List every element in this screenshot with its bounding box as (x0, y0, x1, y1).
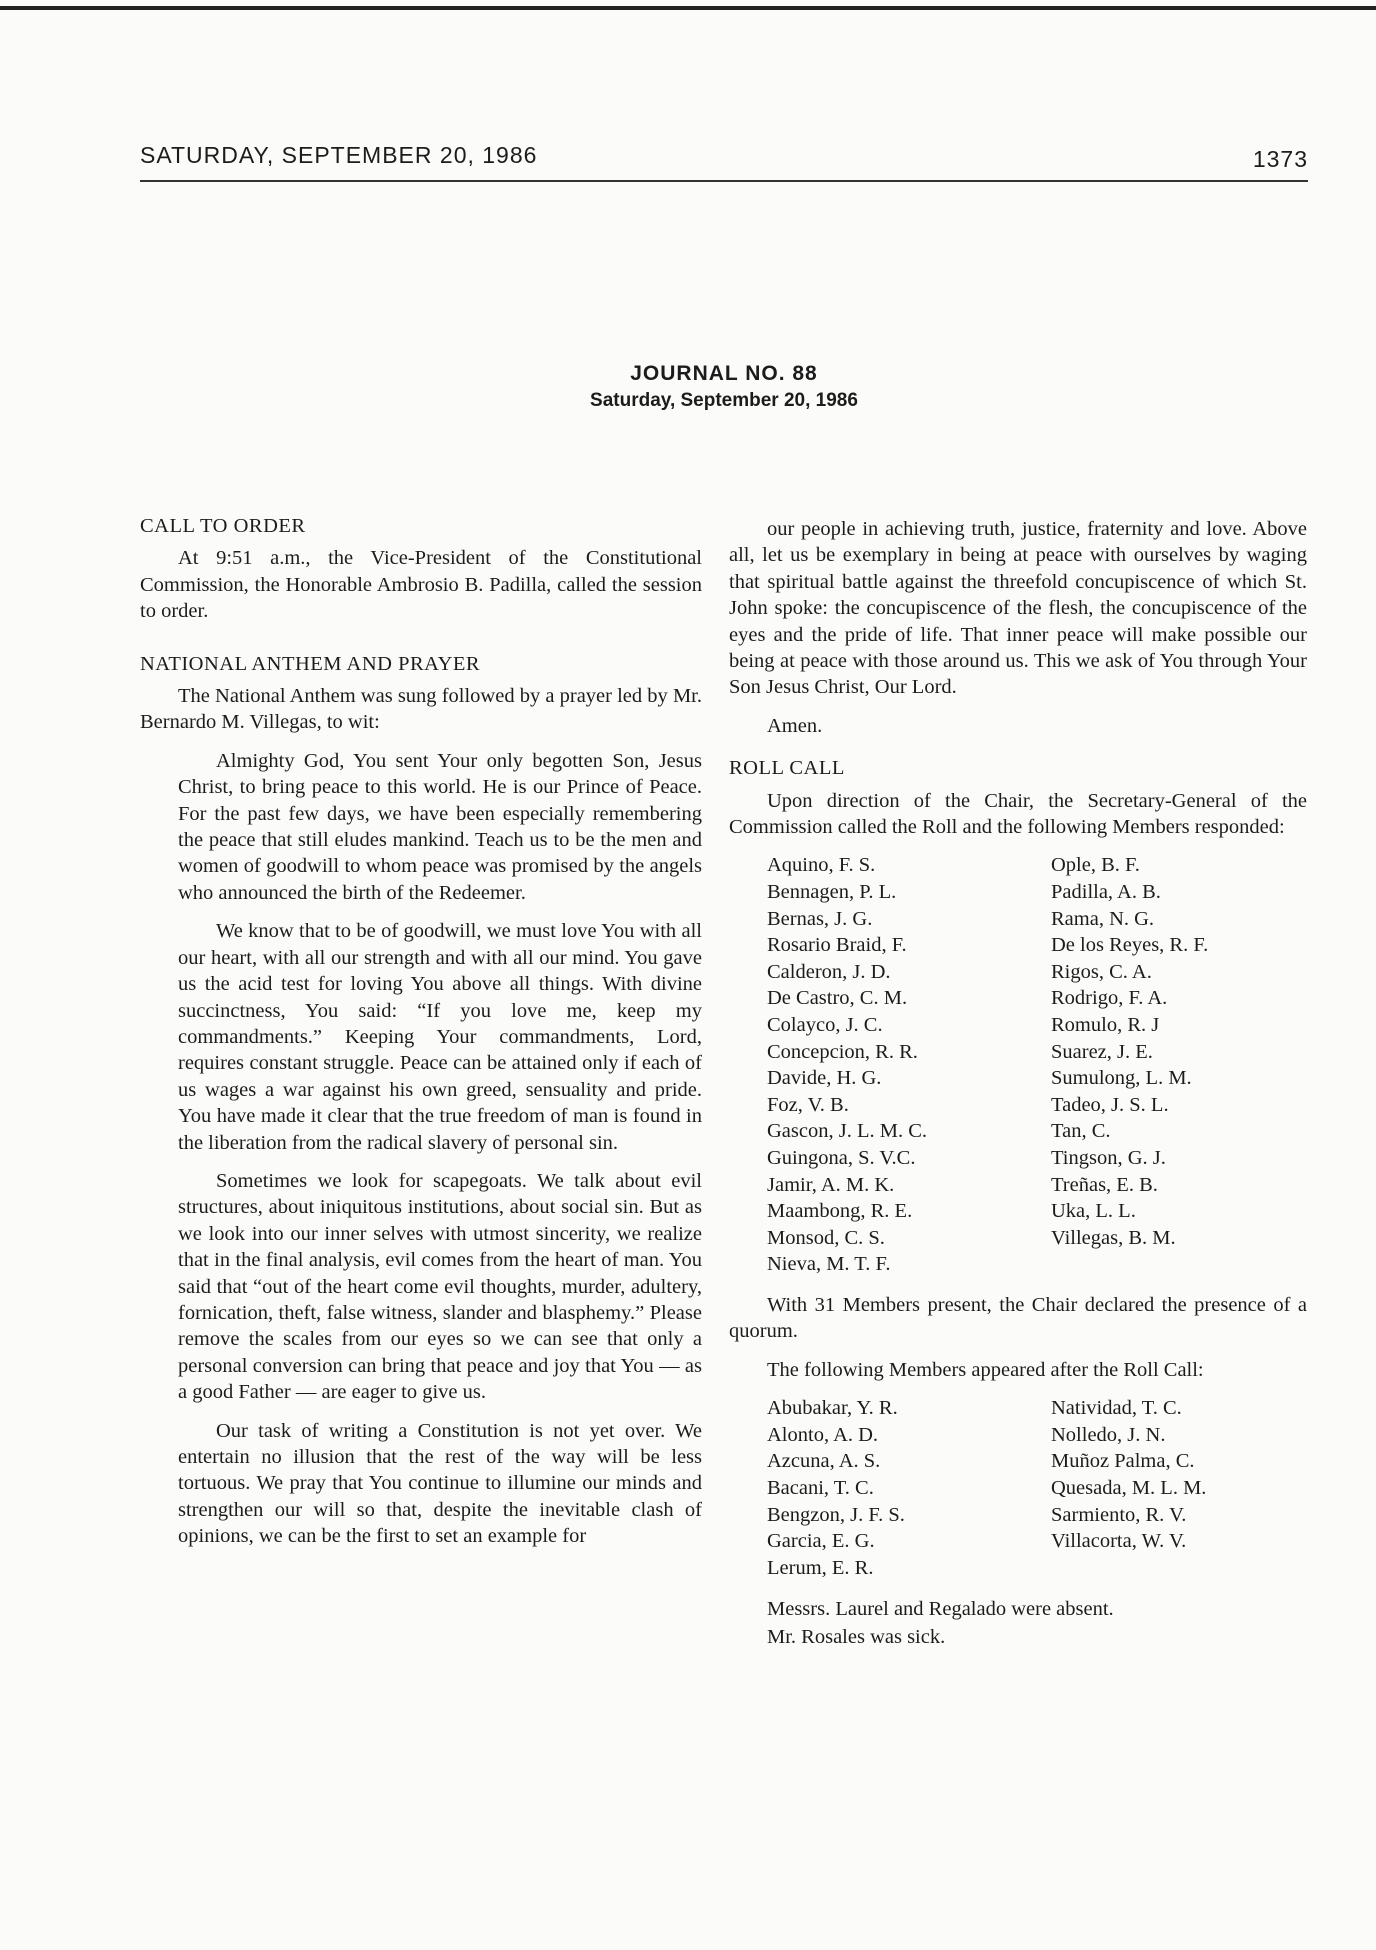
member-name: Jamir, A. M. K. (767, 1173, 895, 1196)
prayer-continuation: our people in achieving truth, justice, fraternity and love. Above all, let us be exemplary in being at peace with ourselves by waging that spiritual battle against the threefold concupiscence of which St. John spoke: the concupiscence of the flesh, the concupiscence of the eyes and the pride of life. That inner peace will make possible our being at peace with those around us. This we ask of You through Your Son Jesus Christ, Our Lord. (729, 518, 1307, 699)
journal-date: Saturday, September 20, 1986 (590, 390, 858, 411)
prayer-paragraph-4: Our task of writing a Constitution is not yet over. We entertain no illusion that the rest of the way will be less tortuous. We pray that You continue to illumine our minds and strengthen our will so that, despite the inevitable clash of opinions, we can be the first to set an example for (178, 1419, 702, 1548)
member-name: Uka, L. L. (1051, 1200, 1136, 1223)
member-name: Garcia, E. G. (767, 1530, 875, 1553)
present-members-col2 (1051, 852, 1208, 1278)
member-name: Rama, N. G. (1051, 907, 1155, 930)
left-column (140, 513, 702, 1562)
present-members-list (767, 852, 1307, 1278)
member-name: Villegas, B. M. (1051, 1226, 1176, 1249)
member-name: Rosario Braid, F. (767, 934, 907, 957)
member-name: Tadeo, J. S. L. (1051, 1093, 1169, 1116)
member-name: Lerum, E. R. (767, 1556, 874, 1579)
member-name: Bengzon, J. F. S. (767, 1503, 905, 1526)
amen-text: Amen. (767, 714, 823, 737)
member-name: Maambong, R. E. (767, 1200, 913, 1223)
member-name: Muñoz Palma, C. (1051, 1450, 1195, 1473)
member-name: Treñas, E. B. (1051, 1173, 1158, 1196)
member-name: Padilla, A. B. (1051, 881, 1161, 904)
member-name: Rodrigo, F. A. (1051, 987, 1168, 1010)
journal-title-block (140, 360, 1308, 414)
member-name: Azcuna, A. S. (767, 1450, 881, 1473)
member-name: De los Reyes, R. F. (1051, 934, 1209, 957)
member-name: Tingson, G. J. (1051, 1147, 1166, 1169)
roll-call-heading: ROLL CALL (729, 757, 845, 780)
member-name: Guingona, S. V.C. (767, 1147, 916, 1169)
member-name: Calderon, J. D. (767, 960, 891, 983)
member-name: Bennagen, P. L. (767, 881, 897, 904)
absence-notes (767, 1595, 1307, 1651)
member-name: Gascon, J. L. M. C. (767, 1120, 928, 1143)
prayer-block (140, 748, 702, 1550)
member-name: Monsod, C. S. (767, 1226, 885, 1249)
anthem-text: The National Anthem was sung followed by a prayer led by Mr. Bernardo M. Villegas, to wit: (140, 685, 702, 734)
prayer-continuation-block (729, 516, 1307, 701)
member-name: Natividad, T. C. (1051, 1397, 1182, 1420)
prayer-paragraph-3: Sometimes we look for scapegoats. We talk about evil structures, about iniquitous institutions, about social sin. But as we look into our inner selves with utmost sincerity, we realize that in the final analysis, evil comes from the heart of man. You said that “out of the heart come evil thoughts, murder, adultery, fornication, theft, false witness, slander and blasphemy.” Please remove the scales from our eyes so we can see that only a personal conversion can bring that peace and joy that You — as a good Father — are eager to give us. (178, 1169, 702, 1404)
member-name: Nolledo, J. N. (1051, 1423, 1166, 1446)
member-name: Aquino, F. S. (767, 854, 876, 877)
prayer-paragraph-2: We know that to be of goodwill, we must love You with all our heart, with all our strength and with all our mind. You gave us the acid test for loving You above all things. With divine succinctness, You said: “If you love me, keep my commandments.” Keeping Your commandments, Lord, requires constant struggle. Peace can be attained only if each of us wages a war against his own greed, sensuality and pride. You have made it clear that the true freedom of man is found in the liberation from the radical slavery of personal sin. (178, 920, 702, 1154)
member-name: Tan, C. (1051, 1120, 1111, 1143)
after-roll-text: The following Members appeared after the Roll Call: (767, 1358, 1204, 1381)
anthem-heading: NATIONAL ANTHEM AND PRAYER (140, 652, 481, 675)
member-name: Alonto, A. D. (767, 1423, 879, 1446)
member-name: Sumulong, L. M. (1051, 1067, 1192, 1090)
present-members-col1 (767, 852, 1051, 1278)
member-name: Abubakar, Y. R. (767, 1397, 898, 1420)
member-name: Suarez, J. E. (1051, 1040, 1153, 1063)
member-name: Villacorta, W. V. (1051, 1530, 1187, 1553)
top-border (0, 6, 1376, 10)
late-members-list (767, 1395, 1307, 1581)
member-name: Rigos, C. A. (1051, 960, 1152, 983)
member-name: Concepcion, R. R. (767, 1040, 918, 1063)
member-name: Quesada, M. L. M. (1051, 1476, 1207, 1499)
absent-text: Messrs. Laurel and Regalado were absent. (767, 1598, 1114, 1621)
member-name: Foz, V. B. (767, 1093, 849, 1116)
prayer-paragraph-1: Almighty God, You sent Your only begotten Son, Jesus Christ, to bring peace to this world. He is our Prince of Peace. For the past few days, we have been especially remembering the peace that still eludes mankind. Teach us to be the men and women of goodwill to whom peace was promised by the angels who announced the birth of the Redeemer. (178, 749, 702, 904)
late-members-col1 (767, 1395, 1051, 1581)
call-to-order-text: At 9:51 a.m., the Vice-President of the Constitutional Commission, the Honorable Ambrosio B. Padilla, called the session to order. (140, 547, 702, 623)
sick-text: Mr. Rosales was sick. (767, 1626, 946, 1649)
right-column (729, 516, 1307, 1651)
member-name: Davide, H. G. (767, 1067, 882, 1090)
member-name: Nieva, M. T. F. (767, 1253, 891, 1276)
member-name: Romulo, R. J (1051, 1014, 1160, 1037)
member-name: Bacani, T. C. (767, 1476, 874, 1499)
quorum-text: With 31 Members present, the Chair declared the presence of a quorum. (729, 1293, 1307, 1343)
member-name: Bernas, J. G. (767, 907, 873, 930)
member-name: De Castro, C. M. (767, 987, 908, 1010)
running-head (140, 140, 1308, 182)
page-number: 1373 (1252, 146, 1308, 172)
member-name: Ople, B. F. (1051, 854, 1140, 877)
member-name: Colayco, J. C. (767, 1014, 883, 1037)
member-name: Sarmiento, R. V. (1051, 1503, 1187, 1526)
roll-call-text: Upon direction of the Chair, the Secretary-General of the Commission called the Roll and the following Members responded: (729, 789, 1307, 839)
journal-number: JOURNAL NO. 88 (630, 362, 818, 385)
late-members-col2 (1051, 1395, 1206, 1581)
call-to-order-heading: CALL TO ORDER (140, 515, 306, 537)
running-head-date: SATURDAY, SEPTEMBER 20, 1986 (140, 142, 538, 168)
